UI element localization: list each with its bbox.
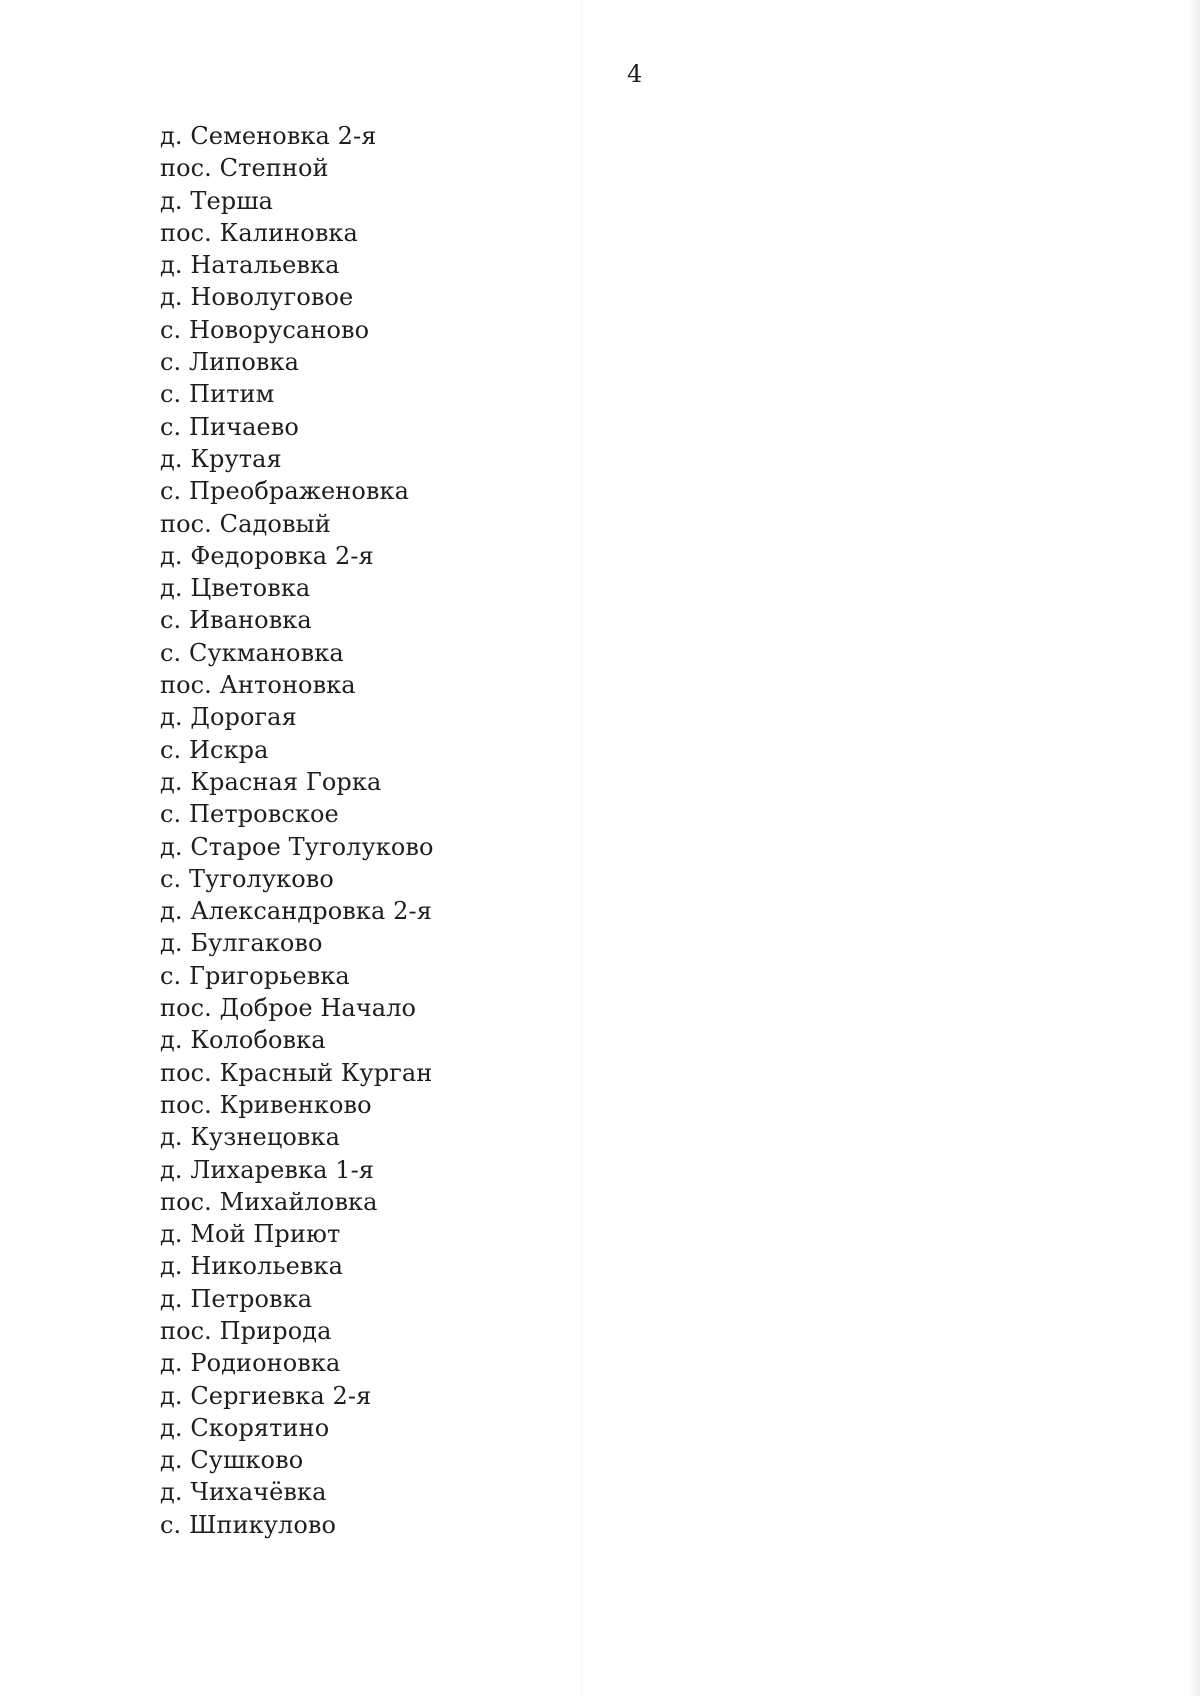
settlement-list-item: с. Григорьевка bbox=[160, 961, 350, 990]
settlement-list-item: с. Туголуково bbox=[160, 864, 334, 893]
settlement-list-item: д. Колобовка bbox=[160, 1026, 326, 1055]
settlement-list-item: пос. Кривенково bbox=[160, 1090, 372, 1119]
settlement-list-item: д. Скорятино bbox=[160, 1413, 330, 1442]
settlement-list-item: д. Старое Туголуково bbox=[160, 832, 434, 861]
settlement-list-item: д. Петровка bbox=[160, 1284, 313, 1313]
settlement-list-item: с. Петровское bbox=[160, 800, 339, 829]
settlement-list-item: с. Сукмановка bbox=[160, 638, 344, 667]
settlement-list-item: д. Дорогая bbox=[160, 703, 297, 732]
settlement-list-item: с. Искра bbox=[160, 735, 269, 764]
settlement-list-item: с. Преображеновка bbox=[160, 477, 410, 506]
settlement-list bbox=[160, 120, 434, 1541]
settlement-list-item: д. Булгаково bbox=[160, 929, 323, 958]
settlement-list-item: д. Новолуговое bbox=[160, 283, 354, 312]
page-number: 4 bbox=[627, 60, 643, 88]
settlement-list-item: пос. Природа bbox=[160, 1316, 332, 1345]
settlement-list-item: пос. Красный Курган bbox=[160, 1058, 433, 1087]
settlement-list-item: д. Сергиевка 2-я bbox=[160, 1381, 372, 1410]
settlement-list-item: пос. Садовый bbox=[160, 509, 331, 538]
settlement-list-item: пос. Антоновка bbox=[160, 671, 356, 700]
settlement-list-item: с. Пичаево bbox=[160, 412, 299, 441]
settlement-list-item: д. Мой Приют bbox=[160, 1220, 341, 1249]
settlement-list-item: пос. Доброе Начало bbox=[160, 994, 417, 1023]
settlement-list-item: с. Шпикулово bbox=[160, 1510, 337, 1539]
scan-shading bbox=[580, 0, 584, 1696]
settlement-list-item: с. Питим bbox=[160, 380, 275, 409]
settlement-list-item: д. Цветовка bbox=[160, 574, 311, 603]
settlement-list-item: д. Крутая bbox=[160, 444, 282, 473]
settlement-list-item: с. Липовка bbox=[160, 348, 299, 377]
settlement-list-item: д. Лихаревка 1-я bbox=[160, 1155, 375, 1184]
settlement-list-item: д. Чихачёвка bbox=[160, 1478, 327, 1507]
settlement-list-item: пос. Калиновка bbox=[160, 218, 358, 247]
settlement-list-item: д. Федоровка 2-я bbox=[160, 541, 374, 570]
scan-edge-shading bbox=[1188, 0, 1200, 1696]
settlement-list-item: д. Красная Горка bbox=[160, 767, 382, 796]
settlement-list-item: д. Сушково bbox=[160, 1446, 304, 1475]
settlement-list-item: д. Натальевка bbox=[160, 251, 340, 280]
settlement-list-item: с. Новорусаново bbox=[160, 315, 370, 344]
settlement-list-item: пос. Степной bbox=[160, 154, 329, 183]
settlement-list-item: д. Никольевка bbox=[160, 1252, 344, 1281]
settlement-list-item: пос. Михайловка bbox=[160, 1187, 378, 1216]
settlement-list-item: с. Ивановка bbox=[160, 606, 312, 635]
settlement-list-item: д. Кузнецовка bbox=[160, 1123, 341, 1152]
settlement-list-item: д. Терша bbox=[160, 186, 274, 215]
settlement-list-item: д. Семеновка 2-я bbox=[160, 122, 377, 150]
settlement-list-item: д. Александровка 2-я bbox=[160, 897, 432, 926]
settlement-list-item: д. Родионовка bbox=[160, 1349, 341, 1378]
